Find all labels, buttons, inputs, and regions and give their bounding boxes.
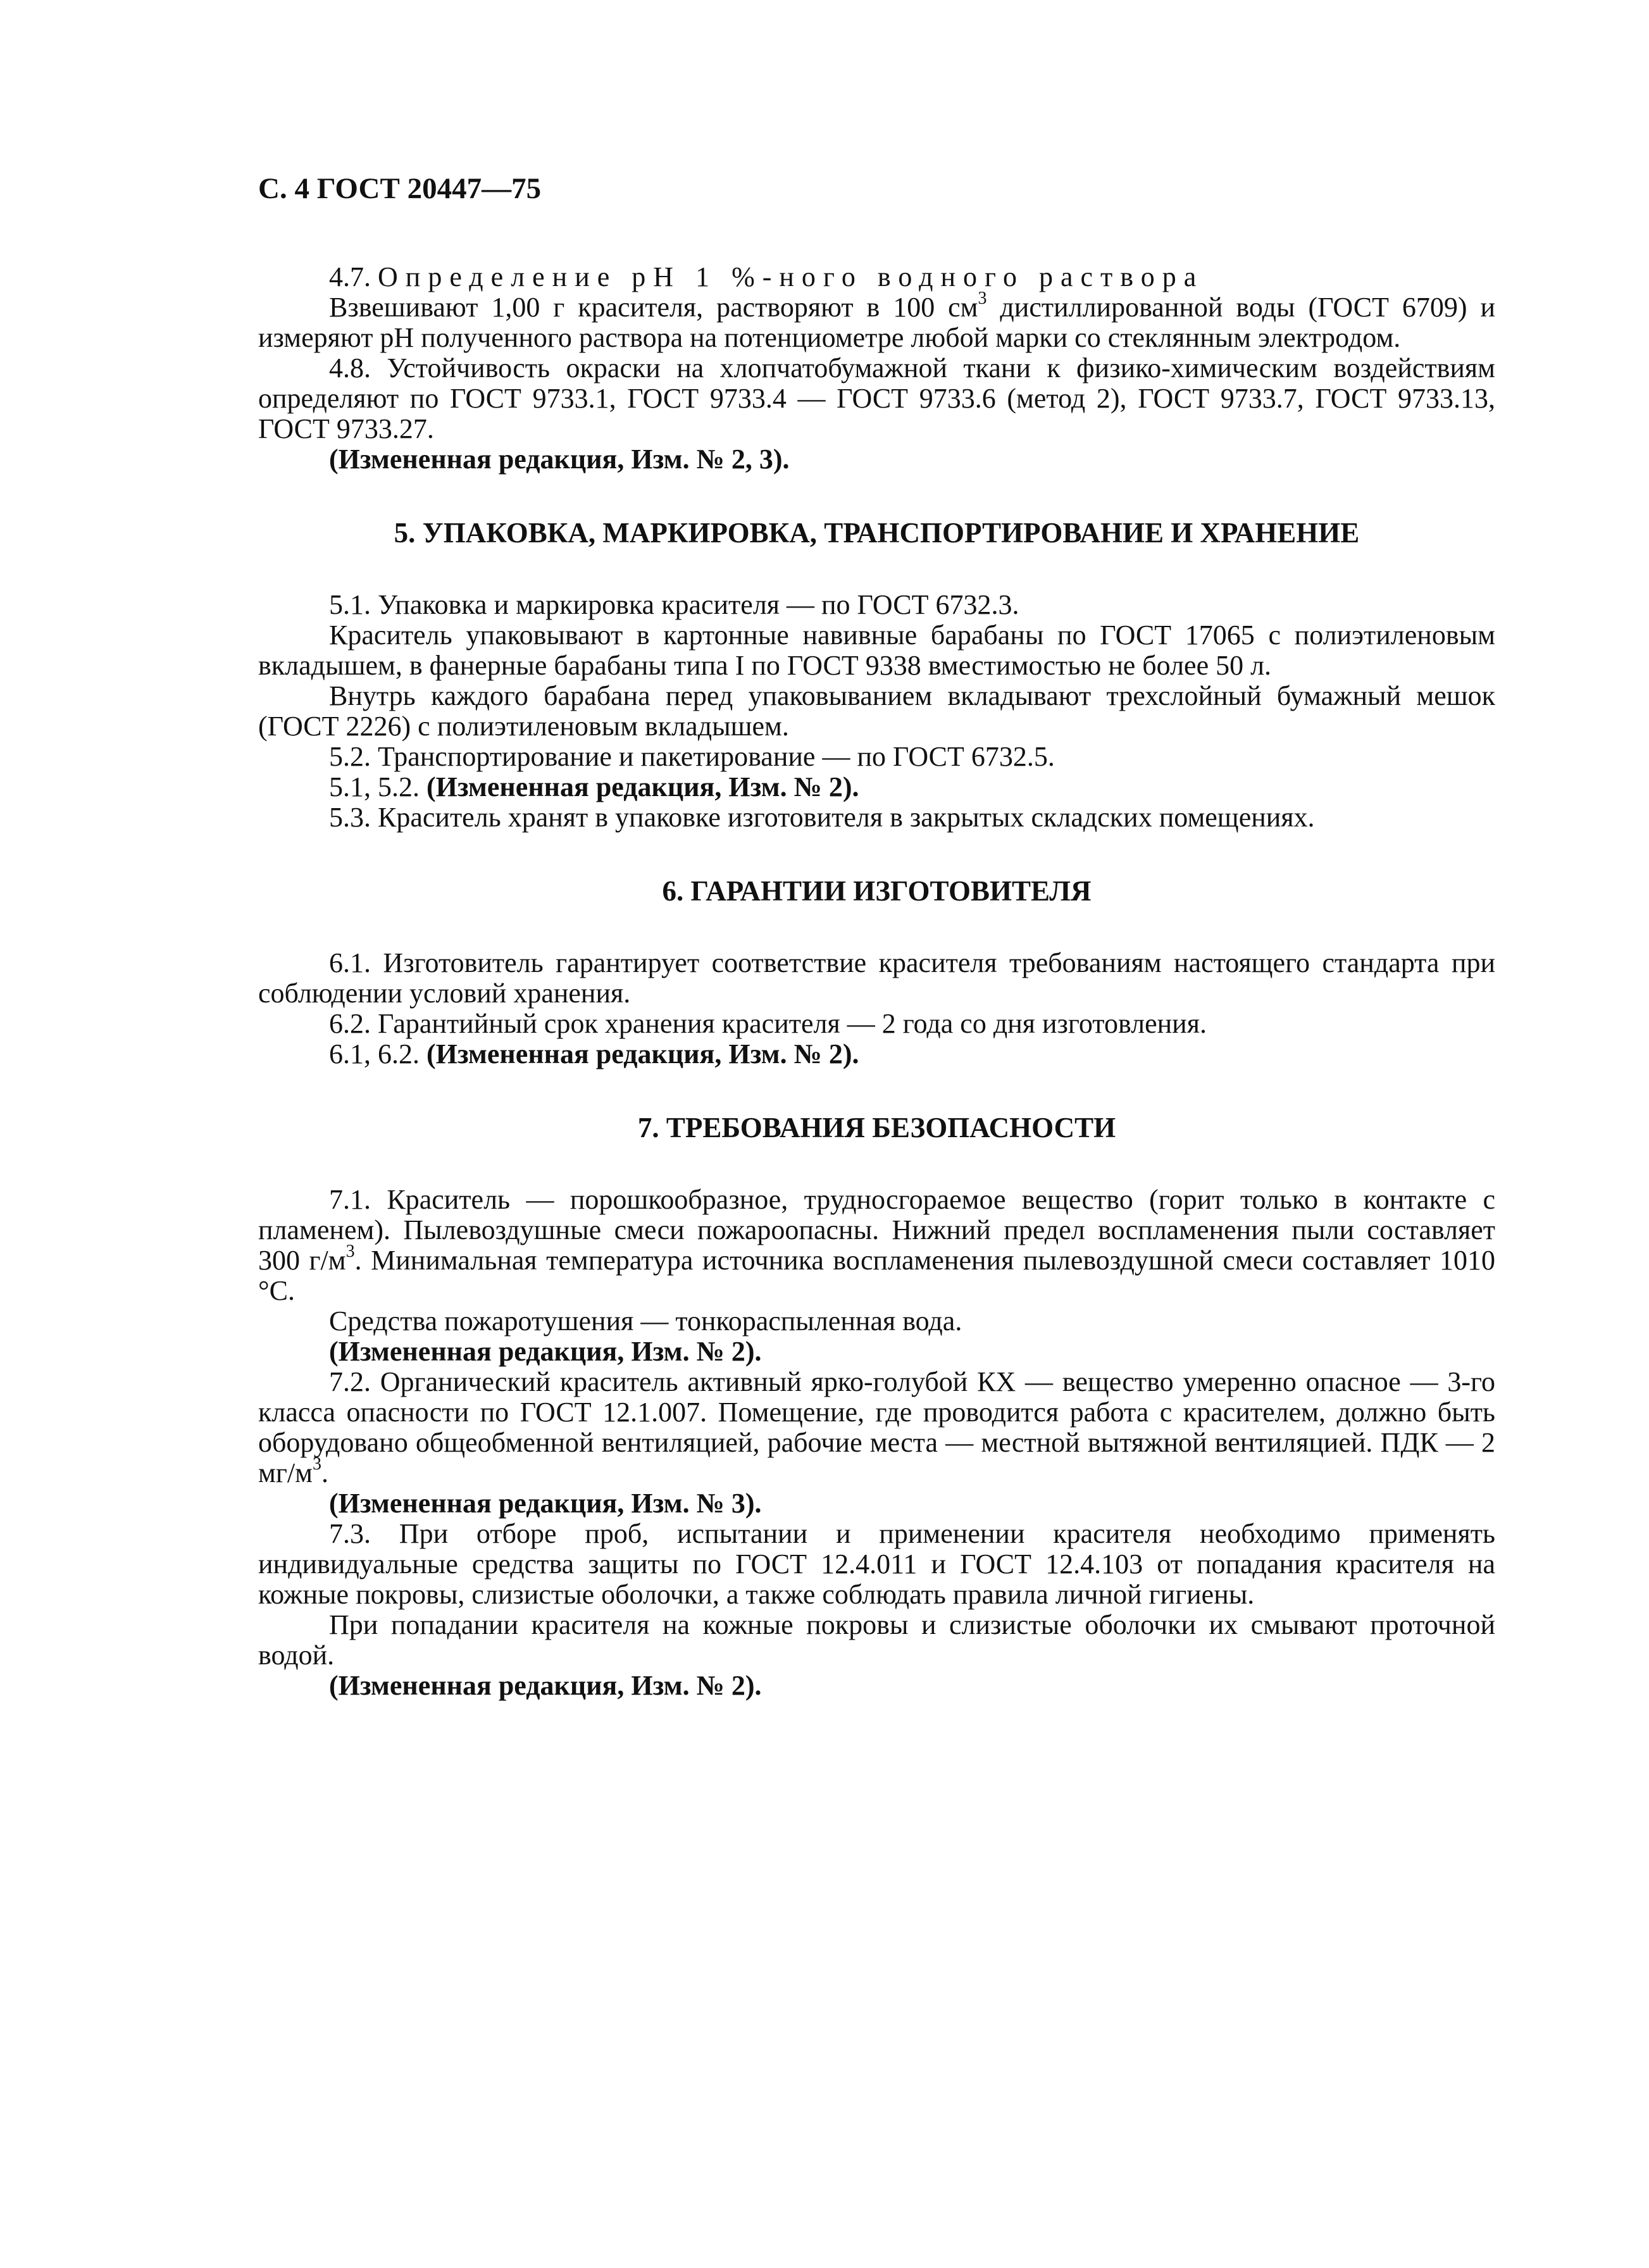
para-7-1-fire: Средства пожаротушения — тонкораспыленная вода. — [329, 1305, 962, 1336]
superscript: 3 — [345, 1242, 355, 1262]
para-5-1-packing: Краситель упаковывают в картонные навивные барабаны по ГОСТ 17065 с полиэтиленовым вкладышем, в фанерные барабаны типа I по ГОСТ 9338 вместимостью не более 50 л. — [258, 620, 1495, 681]
edition-prefix: 5.1, 5.2. — [329, 771, 426, 802]
para-4-7-text-a: Взвешивают 1,00 г красителя, растворяют в 100 см — [329, 292, 978, 323]
edition-note: (Измененная редакция, Изм. № 2, 3). — [329, 444, 790, 475]
edition-note: (Измененная редакция, Изм. № 2). — [329, 1336, 762, 1367]
para-4-7-number: 4.7. — [329, 261, 378, 292]
edition-note: (Измененная редакция, Изм. № 3). — [329, 1488, 762, 1519]
para-7-1-text-a: 7.1. Краситель — порошкообразное, трудносгораемое вещество (горит только в контакте с пламенем). Пылевоздушные смеси пожароопасны. Нижний предел воспламенения пыли составляет 300 г/м — [258, 1184, 1495, 1276]
para-7-1-text-b: . Минимальная температура источника воспламенения пылевоздушной смеси составляет 1010 °С. — [258, 1245, 1495, 1306]
para-4-7-text-b: дистиллированной воды (ГОСТ 6709) и измеряют pH полученного раствора на потенциометре любой марки со стеклянным электродом. — [258, 292, 1495, 353]
edition-note: (Измененная редакция, Изм. № 2). — [426, 1038, 859, 1069]
para-4-7-body — [258, 289, 1495, 353]
para-7-2 — [258, 1367, 1495, 1488]
para-7-2-text-b: . — [321, 1457, 328, 1488]
para-5-1-5-2-edition — [258, 772, 1495, 802]
edition-note: (Измененная редакция, Изм. № 2). — [329, 1670, 762, 1701]
document-page — [258, 171, 1495, 1701]
para-4-7 — [258, 262, 1495, 292]
para-6-1-6-2-edition — [258, 1039, 1495, 1069]
para-5-2: 5.2. Транспортирование и пакетирование — по ГОСТ 6732.5. — [329, 741, 1055, 772]
para-4-7-title: Определение pH 1 %-ного водного раствора — [378, 261, 1204, 292]
page-header: С. 4 ГОСТ 20447—75 — [258, 172, 542, 205]
para-7-3: 7.3. При отборе проб, испытании и применении красителя необходимо применять индивидуальные средства защиты по ГОСТ 12.4.011 и ГОСТ 12.4.103 от попадания красителя на кожные покровы, слизистые оболочки, а также соблюдать правила личной гигиены. — [258, 1518, 1495, 1610]
para-6-2: 6.2. Гарантийный срок хранения красителя — 2 года со дня изготовления. — [329, 1008, 1207, 1039]
para-7-1 — [258, 1185, 1495, 1306]
section-7-heading: 7. ТРЕБОВАНИЯ БЕЗОПАСНОСТИ — [637, 1112, 1116, 1143]
para-5-3: 5.3. Краситель хранят в упаковке изготовителя в закрытых складских помещениях. — [329, 802, 1315, 833]
para-4-8: 4.8. Устойчивость окраски на хлопчатобумажной ткани к физико-химическим воздействиям определяют по ГОСТ 9733.1, ГОСТ 9733.4 — ГОСТ 9733.6 (метод 2), ГОСТ 9733.7, ГОСТ 9733.13, ГОСТ 9733.27. — [258, 352, 1495, 444]
para-5-1: 5.1. Упаковка и маркировка красителя — по ГОСТ 6732.3. — [329, 589, 1019, 620]
para-7-2-text-a: 7.2. Органический краситель активный ярко-голубой КХ — вещество умеренно опасное — 3-го класса опасности по ГОСТ 12.1.007. Помещение, где проводится работа с красителем, должно быть оборудовано общеобменной вентиляцией, рабочие места — местной вытяжной вентиляцией. ПДК — 2 мг/м — [258, 1366, 1495, 1488]
section-6-heading: 6. ГАРАНТИИ ИЗГОТОВИТЕЛЯ — [662, 875, 1092, 907]
edition-note: (Измененная редакция, Изм. № 2). — [426, 771, 859, 802]
para-5-1-bag: Внутрь каждого барабана перед упаковыванием вкладывают трехслойный бумажный мешок (ГОСТ 2226) с полиэтиленовым вкладышем. — [258, 680, 1495, 742]
superscript: 3 — [312, 1454, 321, 1474]
section-5-heading: 5. УПАКОВКА, МАРКИРОВКА, ТРАНСПОРТИРОВАНИЕ И ХРАНЕНИЕ — [394, 517, 1360, 549]
superscript: 3 — [978, 289, 987, 309]
para-6-1: 6.1. Изготовитель гарантирует соответствие красителя требованиям настоящего стандарта при соблюдении условий хранения. — [258, 947, 1495, 1009]
para-7-3-wash: При попадании красителя на кожные покровы и слизистые оболочки их смывают проточной водой. — [258, 1609, 1495, 1671]
edition-prefix: 6.1, 6.2. — [329, 1038, 426, 1069]
